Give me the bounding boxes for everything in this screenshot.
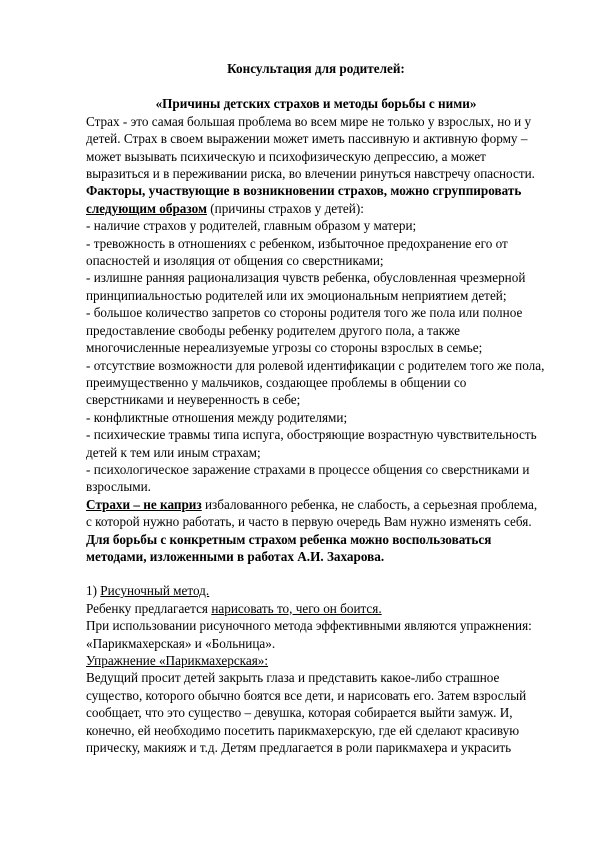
list-item: - большое количество запретов со стороны родителя того же пола или полное предоставление свободы ребенку родителем другого пола, а также многочисленные нереализуемые угрозы со стороны взрослых в семье; (86, 305, 523, 356)
spacer (86, 565, 546, 582)
method1-instruction-prefix: Ребенку предлагается (86, 600, 212, 616)
document-subtitle: «Причины детских страхов и методы борьбы с ними» (155, 96, 477, 112)
list-item: - психологическое заражение страхами в процессе общения со сверстниками и взрослыми. (86, 461, 530, 495)
list-item: - наличие страхов у родителей, главным образом у матери; (86, 218, 417, 234)
list-item: - психические травмы типа испуга, обостряющие возрастную чувствительность детей к тем или иным страхам; (86, 427, 537, 460)
method1-title: Рисуночный метод. (100, 583, 210, 599)
methods-paragraph: Для борьбы с конкретным страхом ребенка можно воспользоваться методами, изложенными в работах А.И. Захарова. (86, 531, 492, 564)
fears-bold-underlined-text: Страхи – не каприз (86, 496, 202, 512)
list-item: - излишне ранняя рационализация чувств ребенка, обусловленная чрезмерной принципиальностью родителей или их эмоциональным неприятием детей; (86, 270, 526, 303)
method1-number: 1) (86, 583, 101, 599)
factors-rest-text: (причины страхов у детей): (206, 200, 364, 216)
method1-heading (86, 582, 546, 599)
list-item: - тревожность в отношениях с ребенком, избыточное предохранение его от опасностей и изоляция от общения со сверстниками; (86, 235, 508, 269)
exercise-text: Ведущий просит детей закрыть глаза и представить какое-либо страшное существо, которого обычно боятся все дети, и нарисовать его. Затем взрослый сообщает, что это существо – девушка, которая собирается выйти замуж. И, конечно, ей необходимо посетить парикмахерскую, где ей сделают красивую прическу, макияж и т.д. Детям предлагается в роли парикмахера и украсить (86, 670, 527, 756)
document-title: Консультация для родителей: (227, 61, 405, 76)
factors-bold-underlined-text: следующим образом (86, 200, 207, 216)
intro-paragraph: Страх - это самая большая проблема во всем мире не только у взрослых, но и у детей. Страх в своем выражении может иметь пассивную и активную форму – может вызывать психическую и психофизическую депрессию, а может выразиться и в переживании риска, во влечении ринуться навстречу опасности. (86, 113, 535, 182)
method1-instruction-underlined: нарисовать то, чего он боится. (211, 600, 382, 616)
fears-rest-text: избалованного ребенка, не слабость, а серьезная проблема, с которой нужно работать, и часто в первую очередь Вам нужно изменять себя. (86, 496, 538, 530)
list-item: - отсутствие возможности для ролевой идентификации с родителем того же пола, преимущественно у мальчиков, создающее проблемы в общении со сверстниками и неуверенность в себе; (86, 357, 545, 408)
fears-paragraph (86, 496, 546, 531)
factors-heading (86, 182, 546, 217)
document-body (86, 60, 546, 756)
factors-bold-text: Факторы, участвующие в возникновении страхов, можно сгруппировать (86, 183, 522, 199)
method1-exercises: При использовании рисуночного метода эффективными являются упражнения: «Парикмахерская» и «Больница». (86, 618, 532, 651)
exercise-title: Упражнение «Парикмахерская»: (86, 653, 269, 668)
list-item: - конфликтные отношения между родителями; (86, 409, 348, 425)
method1-instruction (86, 600, 546, 617)
